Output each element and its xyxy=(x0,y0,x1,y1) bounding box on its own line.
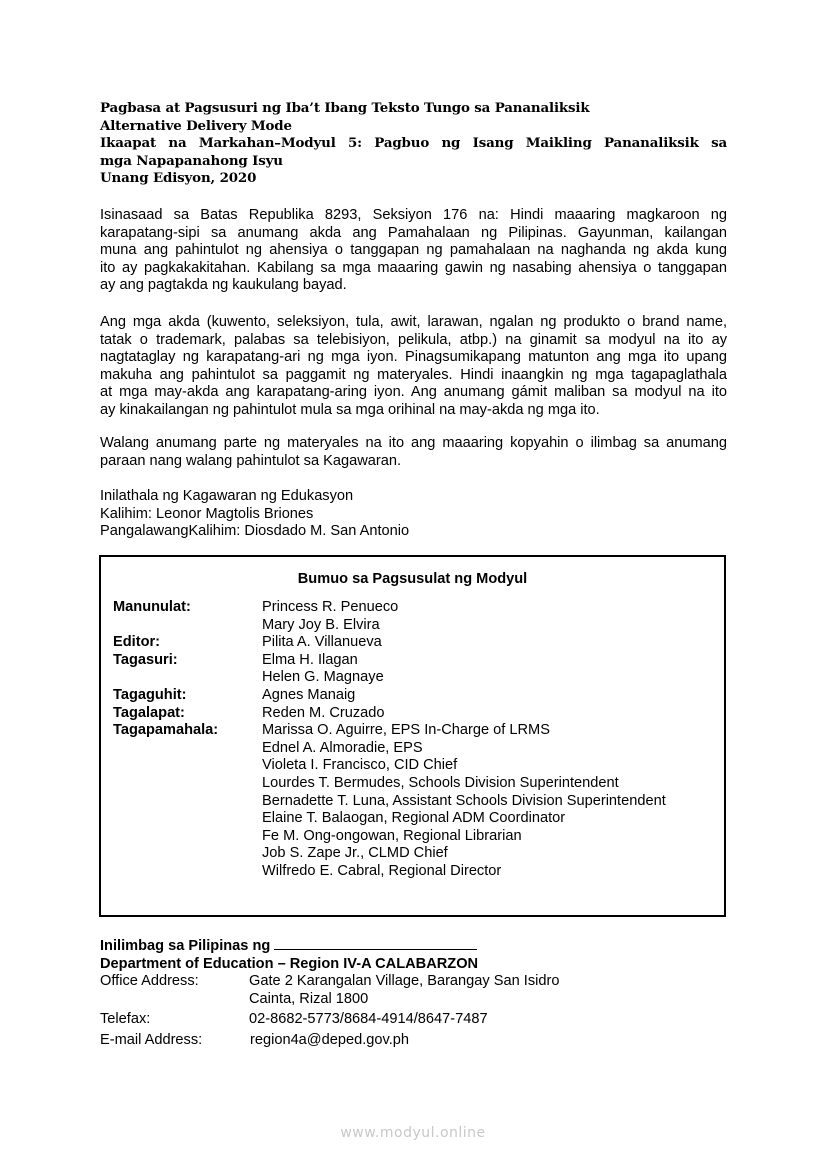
copyright-paragraph-2 xyxy=(100,314,727,420)
paragraph-line: Walang anumang parte ng materyales na ito ang maaaring kopyahin o ilimbag sa anumang xyxy=(100,435,727,451)
printing-info xyxy=(100,937,559,1050)
paragraph-line: tatak o trademark, palabas sa telebisiyon, pelikula, atbp.) na ginamit sa modyul na ito ay xyxy=(100,331,727,348)
copyright-paragraph-3 xyxy=(100,435,727,470)
credit-name: Reden M. Cruzado xyxy=(262,704,385,721)
credit-role: Tagalapat: xyxy=(113,704,185,721)
secretary-line: Kalihim: Leonor Magtolis Briones xyxy=(100,505,314,522)
credit-names xyxy=(262,722,666,880)
paragraph-line: ay ang pagtakda ng kaukulang bayad. xyxy=(100,277,347,294)
credit-name: Elma H. Ilagan xyxy=(262,651,358,668)
paragraph-line: at mga may-akda ang karapatang-aring iyon. Ang anumang gámit maliban sa modyul na ito xyxy=(100,384,727,401)
printer-blank-line xyxy=(274,937,477,950)
credit-name: Violeta I. Francisco, CID Chief xyxy=(262,757,458,774)
credit-row xyxy=(113,687,666,705)
credits-list xyxy=(113,599,666,881)
module-title-line-1: Ikaapat na Markahan–Modyul 5: Pagbuo ng Isang Maikling Pananaliksik sa xyxy=(100,135,727,152)
credit-role: Tagasuri: xyxy=(113,651,178,668)
email-row xyxy=(100,1032,559,1050)
paragraph-line: Ang mga akda (kuwento, seleksiyon, tula, awit, larawan, ngalan ng produkto o brand name, xyxy=(100,314,727,330)
address-line: Cainta, Rizal 1800 xyxy=(249,990,369,1007)
credit-name: Lourdes T. Bermudes, Schools Division Superintendent xyxy=(262,774,619,791)
paragraph-line: paraan nang walang pahintulot sa Kagawaran. xyxy=(100,452,402,469)
delivery-mode: Alternative Delivery Mode xyxy=(100,117,292,134)
office-address-label: Office Address: xyxy=(100,973,199,990)
credit-name: Pilita A. Villanueva xyxy=(262,634,382,651)
credit-name: Helen G. Magnaye xyxy=(262,669,384,686)
paragraph-line: ay kinakailangan ng pahintulot mula sa mga orihinal na may-akda ng mga ito. xyxy=(100,401,600,418)
telefax-label: Telefax: xyxy=(100,1011,151,1028)
paragraph-line: karapatang-sipi sa anumang akda ang Pamahalaan ng Pilipinas. Gayunman, kailangan xyxy=(100,224,727,241)
paragraph-line: ito ay pagkakakitahan. Kabilang sa mga maaaring gawin ng nasabing ahensiya o tanggapan xyxy=(100,259,727,276)
credit-name: Bernadette T. Luna, Assistant Schools Division Superintendent xyxy=(262,792,666,809)
undersecretary-line: PangalawangKalihim: Diosdado M. San Antonio xyxy=(100,523,410,540)
telefax-value: 02-8682-5773/8684-4914/8647-7487 xyxy=(249,1011,488,1028)
office-address-value xyxy=(249,973,559,1008)
publisher-info xyxy=(100,488,409,541)
credit-role: Manunulat: xyxy=(113,599,191,615)
credit-name: Fe M. Ong-ongowan, Regional Librarian xyxy=(262,827,522,844)
credit-names xyxy=(262,634,382,652)
subject-title: Pagbasa at Pagsusuri ng Iba’t Ibang Teksto Tungo sa Pananaliksik xyxy=(100,100,590,116)
module-title-line-2: mga Napapanahong Isyu xyxy=(100,152,283,169)
credit-name: Wilfredo E. Cabral, Regional Director xyxy=(262,862,502,879)
credit-role: Tagapamahala: xyxy=(113,722,219,739)
department-name: Department of Education – Region IV-A CALABARZON xyxy=(100,955,479,972)
credit-name: Elaine T. Balaogan, Regional ADM Coordinator xyxy=(262,810,566,827)
paragraph-line: Isinasaad sa Batas Republika 8293, Seksiyon 176 na: Hindi maaaring magkaroon ng xyxy=(100,207,727,223)
credit-row xyxy=(113,722,666,880)
printed-in-label: Inilimbag sa Pilipinas ng xyxy=(100,938,271,954)
credit-row xyxy=(113,705,666,723)
watermark: www.modyul.online xyxy=(340,1125,486,1141)
credits-box xyxy=(99,555,726,917)
credit-name: Mary Joy B. Elvira xyxy=(262,616,380,633)
email-value[interactable]: region4a@deped.gov.ph xyxy=(250,1031,409,1048)
office-address-row xyxy=(100,973,559,1008)
printed-in-line xyxy=(100,937,559,956)
credit-row xyxy=(113,634,666,652)
paragraph-line: nagtataglay ng karapatang-ari ng mga iyon. Pinagsumikapang matunton ang mga ito upang xyxy=(100,349,727,366)
credit-name: Job S. Zape Jr., CLMD Chief xyxy=(262,845,448,862)
paragraph-line: makuha ang pahintulot sa paggamit ng materyales. Hindi inaangkin ng mga tagapaglathala xyxy=(100,366,727,383)
copyright-paragraph-1 xyxy=(100,207,727,295)
credit-name: Princess R. Penueco xyxy=(262,599,399,615)
credit-row xyxy=(113,652,666,687)
email-label: E-mail Address: xyxy=(100,1031,203,1048)
credit-name: Marissa O. Aguirre, EPS In-Charge of LRMS xyxy=(262,722,550,739)
module-header xyxy=(100,100,727,188)
credit-names xyxy=(262,652,384,687)
publisher-line: Inilathala ng Kagawaran ng Edukasyon xyxy=(100,488,354,504)
credit-names xyxy=(262,687,355,705)
address-line: Gate 2 Karangalan Village, Barangay San Isidro xyxy=(249,973,560,990)
credits-title: Bumuo sa Pagsusulat ng Modyul xyxy=(297,571,528,587)
telefax-row xyxy=(100,1011,559,1029)
credit-row xyxy=(113,599,666,634)
paragraph-line: muna ang pahintulot ng ahensiya o tanggapan ng pamahalaan na naghanda ng akda kung xyxy=(100,242,727,259)
credit-role: Editor: xyxy=(113,634,161,651)
edition: Unang Edisyon, 2020 xyxy=(100,170,257,187)
credit-name: Ednel A. Almoradie, EPS xyxy=(262,739,423,756)
credit-name: Agnes Manaig xyxy=(262,686,356,703)
credit-names xyxy=(262,705,385,723)
credit-role: Tagaguhit: xyxy=(113,686,187,703)
credit-names xyxy=(262,599,398,634)
